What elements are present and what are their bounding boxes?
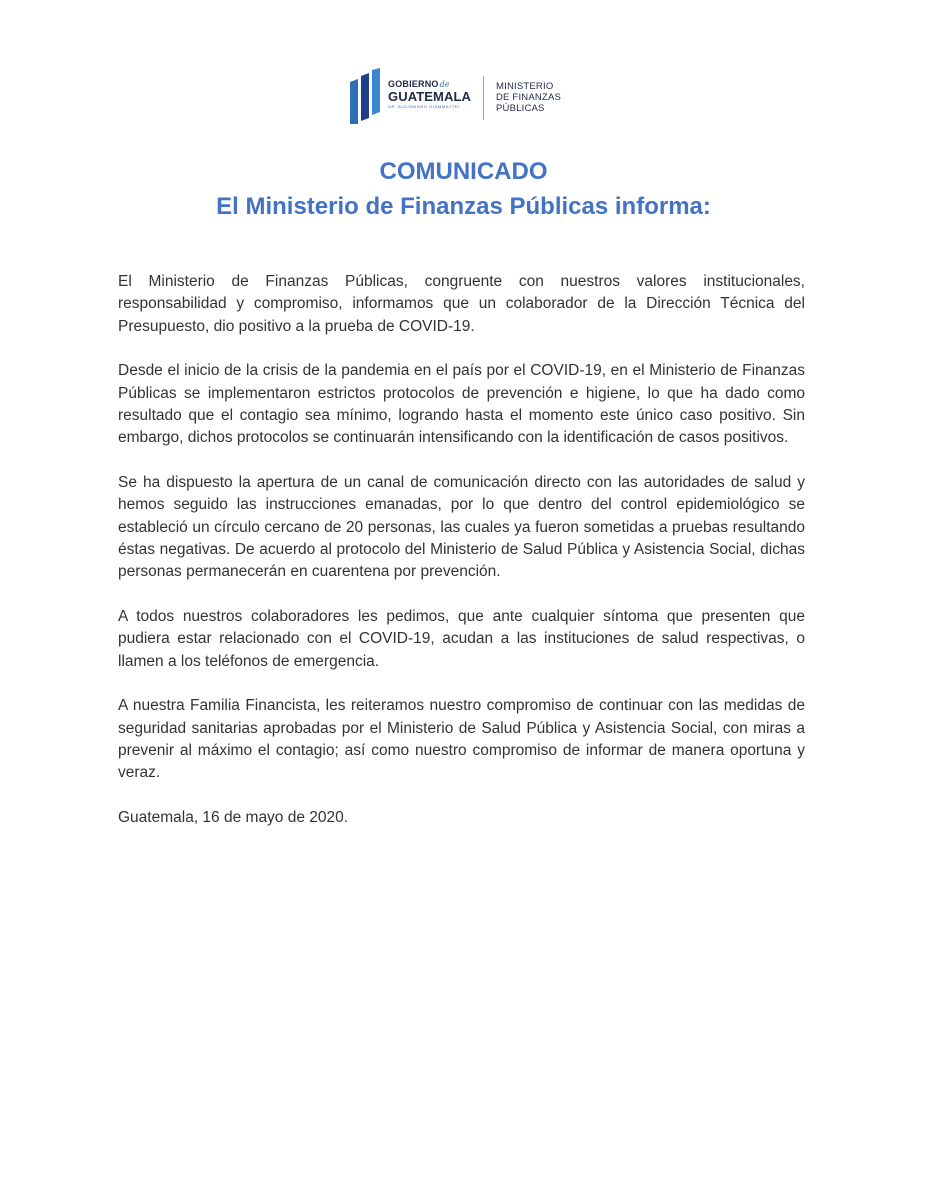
paragraph-3: Se ha dispuesto la apertura de un canal de comunicación directo con las autoridades de salud y hemos seguido las instrucciones emanadas, por lo que dentro del control epidemiológico se estableció un círculo cercano de 20 personas, las cuales ya fueron sometidas a pruebas resultando éstas negativas. De acuerdo al protocolo del Ministerio de Salud Pública y Asistencia Social, dichas personas permanecerán en cuarentena por prevención. — [118, 473, 805, 581]
paragraph-4: A todos nuestros colaboradores les pedimos, que ante cualquier síntoma que presenten que pudiera estar relacionado con el COVID-19, acudan a las instituciones de salud respectivas, o llamen a los teléfonos de emergencia. — [118, 607, 805, 670]
paragraph-2: Desde el inicio de la crisis de la pandemia en el país por el COVID-19, en el Ministerio de Finanzas Públicas se implementaron estrictos protocolos de prevención e higiene, lo que ha dado como resultado que el contagio sea mínimo, logrando hasta el momento este único caso positivo. Sin embargo, dichos protocolos se continuarán intensificando con la identificación de casos positivos. — [118, 362, 805, 447]
ministerio-line-3: PÚBLICAS — [496, 103, 545, 114]
document-title: COMUNICADO — [379, 158, 548, 185]
gobierno-tagline: DR. ALEJANDRO GIAMMATTEI — [388, 104, 460, 109]
gobierno-label: GOBIERNO — [388, 79, 439, 89]
ministerio-line-1: MINISTERIO — [496, 81, 554, 92]
guatemala-label: GUATEMALA — [388, 89, 471, 104]
header-logo — [350, 68, 590, 128]
ministerio-line-2: DE FINANZAS — [496, 92, 562, 103]
logo-divider — [483, 76, 484, 120]
gobierno-wordmark — [388, 80, 478, 109]
gobierno-guatemala-logo-icon — [350, 68, 382, 124]
document-body — [118, 271, 805, 851]
paragraph-5: A nuestra Familia Financista, les reiteramos nuestro compromiso de continuar con las medidas de seguridad sanitarias aprobadas por el Ministerio de Salud Pública y Asistencia Social, con miras a prevenir al máximo el contagio; así como nuestro compromiso de informar de manera oportuna y veraz. — [118, 697, 805, 782]
gobierno-de-label: de — [439, 80, 450, 89]
paragraph-1: El Ministerio de Finanzas Públicas, congruente con nuestros valores institucionales, responsabilidad y compromiso, informamos que un colaborador de la Dirección Técnica del Presupuesto, dio positivo a la prueba de COVID-19. — [118, 273, 805, 335]
document-subtitle: El Ministerio de Finanzas Públicas informa: — [216, 193, 711, 220]
closing-date: Guatemala, 16 de mayo de 2020. — [118, 808, 349, 826]
ministerio-wordmark — [496, 81, 561, 114]
